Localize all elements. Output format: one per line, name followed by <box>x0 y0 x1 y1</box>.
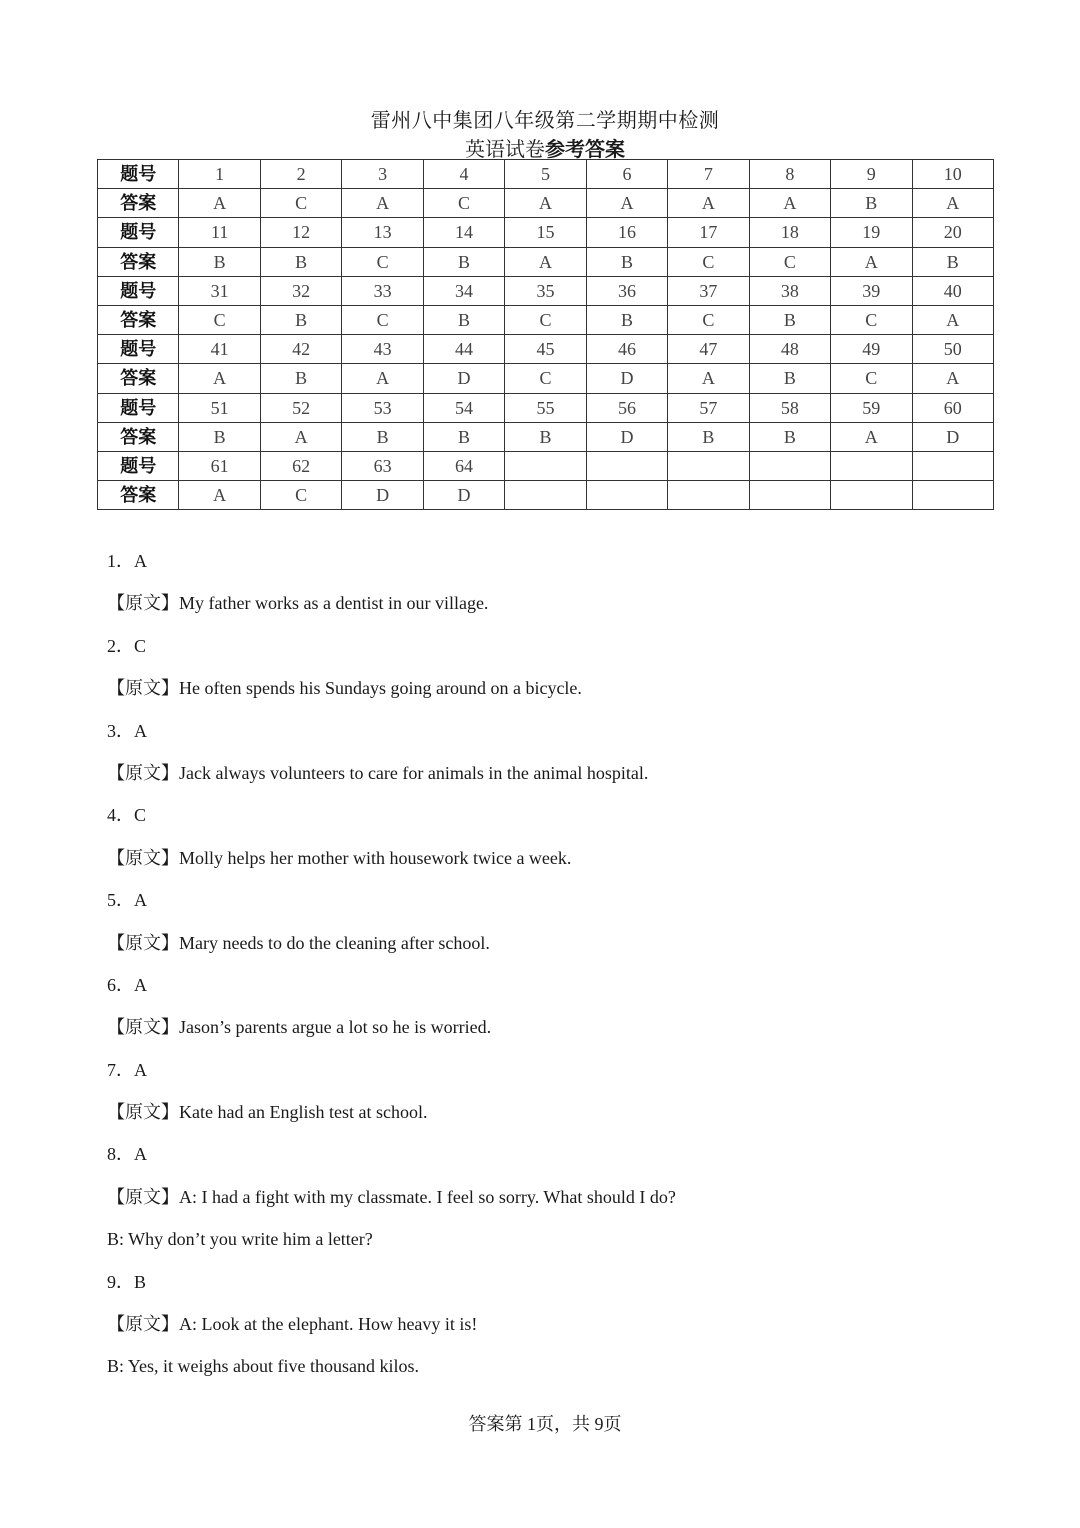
question-number-cell: 6 <box>586 160 667 189</box>
item-answer: 9．B <box>107 1271 147 1292</box>
question-number-cell: 51 <box>179 393 260 422</box>
answer-cell: C <box>260 189 341 218</box>
transcript-text: Kate had an English test at school. <box>179 1102 428 1123</box>
item-answer: 4．C <box>107 805 147 826</box>
question-number-cell: 19 <box>831 218 912 247</box>
question-number-cell: 35 <box>505 276 586 305</box>
question-label-cell: 题号 <box>98 276 179 305</box>
transcript-tag: 【原文】 <box>107 847 179 868</box>
item-transcript-line <box>107 1182 1007 1224</box>
question-number-cell: 56 <box>586 393 667 422</box>
document-subtitle <box>0 133 1080 162</box>
answer-row <box>98 305 994 334</box>
answer-explanations <box>107 546 1007 1394</box>
transcript-tag: 【原文】 <box>107 1102 179 1123</box>
question-label-cell: 题号 <box>98 160 179 189</box>
answer-cell: A <box>342 189 423 218</box>
answer-cell: B <box>749 422 830 451</box>
item-transcript-line <box>107 843 1007 885</box>
answer-row <box>98 481 994 510</box>
answer-cell: B <box>586 305 667 334</box>
question-number-cell: 45 <box>505 335 586 364</box>
item-answer: 1．A <box>107 551 147 571</box>
answer-cell <box>668 481 749 510</box>
question-label-cell: 题号 <box>98 451 179 480</box>
answer-row <box>98 247 994 276</box>
document-title: 雷州八中集团八年级第二学期期中检测 <box>370 110 720 132</box>
question-number-cell: 9 <box>831 160 912 189</box>
answer-cell: B <box>831 189 912 218</box>
transcript-text: B: Why don’t you write him a letter? <box>107 1229 373 1250</box>
answer-label-cell: 答案 <box>98 305 179 334</box>
transcript-text: My father works as a dentist in our village. <box>179 593 489 614</box>
question-number-cell: 1 <box>179 160 260 189</box>
item-transcript-line <box>107 928 1007 970</box>
question-number-cell: 15 <box>505 218 586 247</box>
question-number-cell: 8 <box>749 160 830 189</box>
question-number-cell: 20 <box>912 218 993 247</box>
question-number-cell: 57 <box>668 393 749 422</box>
answer-cell: B <box>423 247 504 276</box>
answer-cell: A <box>831 247 912 276</box>
answer-cell: C <box>668 305 749 334</box>
item-answer: 8．A <box>107 1144 147 1165</box>
answer-cell: A <box>668 364 749 393</box>
question-number-cell: 41 <box>179 335 260 364</box>
answer-cell: B <box>586 247 667 276</box>
question-number-cell: 14 <box>423 218 504 247</box>
question-number-cell: 32 <box>260 276 341 305</box>
question-number-cell: 47 <box>668 335 749 364</box>
subtitle-bold: 参考答案 <box>545 139 625 161</box>
question-number-row <box>98 218 994 247</box>
question-number-cell: 40 <box>912 276 993 305</box>
question-number-cell <box>505 451 586 480</box>
transcript-text: Mary needs to do the cleaning after school. <box>179 932 490 953</box>
question-number-row <box>98 160 994 189</box>
answer-cell: D <box>423 481 504 510</box>
answer-cell: A <box>179 189 260 218</box>
question-number-cell: 2 <box>260 160 341 189</box>
answer-cell: B <box>179 247 260 276</box>
transcript-tag: 【原文】 <box>107 932 179 953</box>
question-number-cell: 18 <box>749 218 830 247</box>
item-transcript-line <box>107 1224 1007 1266</box>
question-number-cell: 34 <box>423 276 504 305</box>
answer-row <box>98 422 994 451</box>
answer-cell: B <box>260 247 341 276</box>
transcript-text: A: Look at the elephant. How heavy it is! <box>179 1314 478 1335</box>
question-number-cell <box>831 451 912 480</box>
item-answer: 3．A <box>107 720 147 741</box>
answer-cell <box>831 481 912 510</box>
question-number-cell: 44 <box>423 335 504 364</box>
item-transcript-line <box>107 1309 1007 1351</box>
question-number-cell: 49 <box>831 335 912 364</box>
question-number-cell: 59 <box>831 393 912 422</box>
answer-cell: A <box>179 481 260 510</box>
answer-cell: B <box>912 247 993 276</box>
answer-cell: D <box>423 364 504 393</box>
question-number-cell: 39 <box>831 276 912 305</box>
transcript-text: A: I had a fight with my classmate. I feel so sorry. What should I do? <box>179 1186 676 1207</box>
transcript-tag: 【原文】 <box>107 1314 179 1335</box>
transcript-text: Jack always volunteers to care for animals in the animal hospital. <box>179 762 649 783</box>
answer-cell: B <box>749 305 830 334</box>
question-number-cell: 12 <box>260 218 341 247</box>
question-number-cell: 50 <box>912 335 993 364</box>
answer-label-cell: 答案 <box>98 481 179 510</box>
answer-cell: A <box>912 364 993 393</box>
answer-label-cell: 答案 <box>98 422 179 451</box>
answer-cell: D <box>586 422 667 451</box>
answer-cell: A <box>912 305 993 334</box>
answer-cell: C <box>831 305 912 334</box>
item-transcript-line <box>107 758 1007 800</box>
question-number-cell <box>586 451 667 480</box>
question-number-cell: 53 <box>342 393 423 422</box>
question-number-cell: 33 <box>342 276 423 305</box>
transcript-tag: 【原文】 <box>107 593 179 614</box>
question-number-cell: 54 <box>423 393 504 422</box>
answer-cell: A <box>260 422 341 451</box>
transcript-text: Jason’s parents argue a lot so he is worried. <box>179 1017 492 1038</box>
transcript-tag: 【原文】 <box>107 678 179 699</box>
question-number-cell: 17 <box>668 218 749 247</box>
answer-cell: A <box>342 364 423 393</box>
answer-cell <box>912 481 993 510</box>
question-number-cell: 42 <box>260 335 341 364</box>
question-number-cell <box>749 451 830 480</box>
item-transcript-line <box>107 588 1007 630</box>
answer-cell: B <box>260 305 341 334</box>
question-number-cell: 62 <box>260 451 341 480</box>
answer-cell: B <box>749 364 830 393</box>
answer-cell: B <box>179 422 260 451</box>
answer-cell: D <box>912 422 993 451</box>
transcript-tag: 【原文】 <box>107 1017 179 1038</box>
question-number-cell: 3 <box>342 160 423 189</box>
answer-row <box>98 364 994 393</box>
question-number-cell: 63 <box>342 451 423 480</box>
answer-cell: C <box>342 247 423 276</box>
question-label-cell: 题号 <box>98 335 179 364</box>
answer-cell: A <box>749 189 830 218</box>
answer-cell: C <box>423 189 504 218</box>
answer-cell <box>505 481 586 510</box>
question-number-row <box>98 451 994 480</box>
question-number-cell: 36 <box>586 276 667 305</box>
item-transcript-line <box>107 1012 1007 1054</box>
subtitle-plain: 英语试卷 <box>465 139 545 161</box>
question-number-row <box>98 393 994 422</box>
answer-cell <box>586 481 667 510</box>
item-transcript-line <box>107 673 1007 715</box>
answer-cell: B <box>423 422 504 451</box>
answer-cell: C <box>505 364 586 393</box>
question-number-cell: 16 <box>586 218 667 247</box>
question-number-cell <box>912 451 993 480</box>
answer-cell: A <box>505 247 586 276</box>
item-transcript-line <box>107 1097 1007 1139</box>
page-footer: 答案第 1页，共 9页 <box>468 1414 622 1434</box>
question-number-cell: 55 <box>505 393 586 422</box>
answer-cell: B <box>668 422 749 451</box>
answer-cell: C <box>260 481 341 510</box>
question-number-cell: 7 <box>668 160 749 189</box>
question-label-cell: 题号 <box>98 393 179 422</box>
answer-cell: B <box>505 422 586 451</box>
answer-cell: C <box>668 247 749 276</box>
answer-row <box>98 189 994 218</box>
item-answer: 2．C <box>107 635 147 656</box>
transcript-text: B: Yes, it weighs about five thousand kilos. <box>107 1356 420 1377</box>
question-number-cell: 61 <box>179 451 260 480</box>
item-transcript-line <box>107 1351 1007 1393</box>
question-number-cell: 10 <box>912 160 993 189</box>
question-number-cell: 38 <box>749 276 830 305</box>
question-number-cell: 64 <box>423 451 504 480</box>
answer-cell: A <box>668 189 749 218</box>
question-number-cell: 13 <box>342 218 423 247</box>
question-number-cell: 52 <box>260 393 341 422</box>
question-number-cell: 5 <box>505 160 586 189</box>
question-number-row <box>98 276 994 305</box>
question-number-cell: 46 <box>586 335 667 364</box>
answer-cell: A <box>179 364 260 393</box>
question-number-cell: 11 <box>179 218 260 247</box>
answer-cell: B <box>260 364 341 393</box>
question-number-cell: 58 <box>749 393 830 422</box>
question-number-cell <box>668 451 749 480</box>
question-number-row <box>98 335 994 364</box>
answer-label-cell: 答案 <box>98 247 179 276</box>
answer-label-cell: 答案 <box>98 189 179 218</box>
transcript-tag: 【原文】 <box>107 762 179 783</box>
answer-cell: D <box>342 481 423 510</box>
answer-cell: C <box>342 305 423 334</box>
transcript-text: He often spends his Sundays going around on a bicycle. <box>179 678 582 699</box>
answer-cell: A <box>831 422 912 451</box>
answer-cell: C <box>831 364 912 393</box>
answer-cell: C <box>179 305 260 334</box>
answer-cell: C <box>505 305 586 334</box>
answer-cell: A <box>912 189 993 218</box>
item-answer: 7．A <box>107 1059 147 1080</box>
question-number-cell: 48 <box>749 335 830 364</box>
answer-cell <box>749 481 830 510</box>
question-number-cell: 4 <box>423 160 504 189</box>
question-label-cell: 题号 <box>98 218 179 247</box>
answer-cell: C <box>749 247 830 276</box>
item-answer: 5．A <box>107 890 147 911</box>
question-number-cell: 37 <box>668 276 749 305</box>
answer-cell: B <box>342 422 423 451</box>
question-number-cell: 60 <box>912 393 993 422</box>
answer-label-cell: 答案 <box>98 364 179 393</box>
answer-cell: A <box>586 189 667 218</box>
transcript-tag: 【原文】 <box>107 1186 179 1207</box>
answer-cell: B <box>423 305 504 334</box>
transcript-text: Molly helps her mother with housework twice a week. <box>179 847 572 868</box>
question-number-cell: 31 <box>179 276 260 305</box>
question-number-cell: 43 <box>342 335 423 364</box>
answer-table <box>97 159 994 510</box>
item-answer: 6．A <box>107 974 147 995</box>
answer-cell: D <box>586 364 667 393</box>
answer-cell: A <box>505 189 586 218</box>
